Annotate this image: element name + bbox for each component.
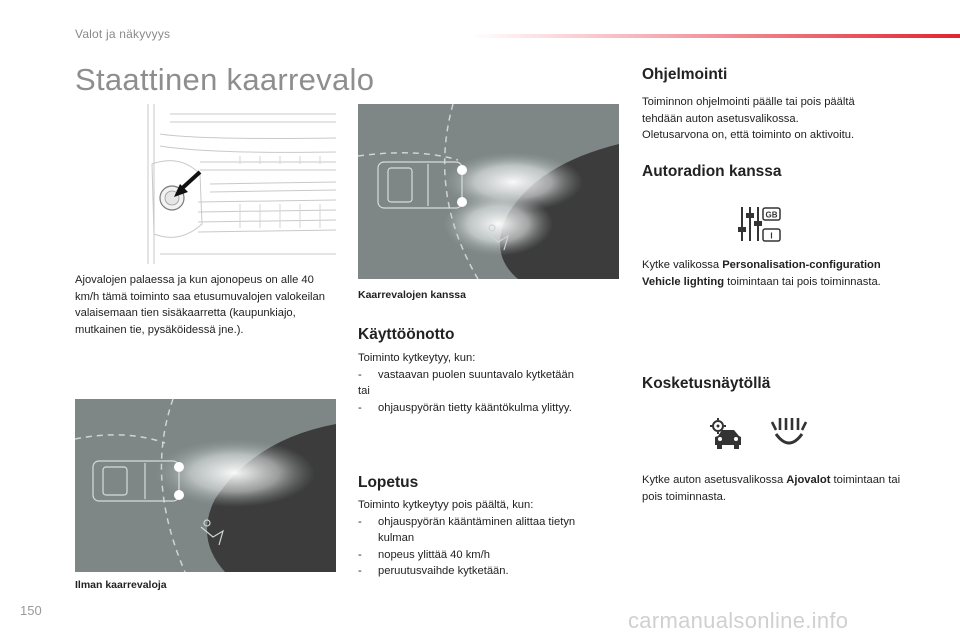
- deactivation-heading: Lopetus: [358, 474, 419, 491]
- car-radio-menu-path: Personalisation-configuration Vehicle lighting: [642, 259, 881, 288]
- section-label: Valot ja näkyvyys: [75, 27, 171, 41]
- car-radio-heading: Autoradion kanssa: [642, 163, 782, 180]
- activation-or: tai: [358, 385, 370, 397]
- page-number: 150: [20, 603, 42, 618]
- activation-item-1: - vastaavan puolen suuntavalo kytketään: [358, 367, 608, 384]
- touchscreen-text-before: Kytke auton asetusvalikossa: [642, 474, 787, 486]
- no-cornering-light-scene: [75, 399, 336, 572]
- touchscreen-menu-name: Ajovalot: [786, 474, 831, 486]
- activation-intro: Toiminto kytkeytyy, kun:: [358, 352, 476, 364]
- header-accent-bar: [470, 34, 960, 38]
- watermark: carmanualsonline.info: [628, 608, 849, 633]
- programming-content: [642, 94, 892, 144]
- page-title: Staattinen kaarrevalo: [75, 62, 375, 97]
- deactivation-item-1: - ohjauspyörän kääntäminen alittaa tietyn kulman: [358, 514, 608, 547]
- no-cornering-light-image: [75, 399, 336, 572]
- activation-heading: Käyttöönotto: [358, 326, 455, 343]
- cornering-light-scene: [358, 104, 619, 279]
- deactivation-item-3: - peruutusvaihde kytketään.: [358, 563, 608, 580]
- deactivation-item-2: - nopeus ylittää 40 km/h: [358, 547, 608, 564]
- car-radio-text-after: toimintaan tai pois toiminnasta.: [724, 275, 881, 288]
- badge-top: GB: [765, 210, 778, 220]
- fog-light-illustration: [140, 104, 336, 264]
- intro-paragraph: Ajovalojen palaessa ja kun ajonopeus on alle 40 km/h tämä toiminto saa etusumuvalojen valokeilan valaisemaan tien sisäkaarretta (kaupunkiajo, mutkainen tie, pysäköidessä jne.).: [75, 274, 325, 336]
- programming-heading: Ohjelmointi: [642, 66, 728, 83]
- caption-with-cornering: Kaarrevalojen kanssa: [358, 289, 466, 301]
- cornering-light-image: [358, 104, 619, 279]
- activation-item-2: - ohjauspyörän tietty kääntökulma ylittyy.: [358, 400, 608, 417]
- headlight-icon: [768, 416, 810, 452]
- badge-bottom: I: [770, 231, 773, 241]
- deactivation-intro: Toiminto kytkeytyy pois päältä, kun:: [358, 499, 534, 511]
- activation-content: [358, 350, 608, 416]
- caption-without-cornering: Ilman kaarrevaloja: [75, 579, 167, 591]
- settings-sliders-icon: [736, 205, 782, 245]
- car-radio-text-before: Kytke valikossa: [642, 259, 723, 271]
- touchscreen-text-after: toimintaan tai pois toiminnasta.: [642, 474, 901, 503]
- car-radio-text: [642, 257, 904, 290]
- touchscreen-text: [642, 472, 904, 505]
- touchscreen-heading: Kosketusnäytöllä: [642, 375, 771, 392]
- car-settings-icon: [710, 418, 744, 450]
- programming-text: Toiminnon ohjelmointi päälle tai pois päältä tehdään auton asetusvalikossa.: [642, 96, 855, 125]
- programming-default: Oletusarvona on, että toiminto on aktivoitu.: [642, 129, 855, 141]
- fog-light-drawing: [140, 104, 336, 264]
- deactivation-content: [358, 497, 608, 580]
